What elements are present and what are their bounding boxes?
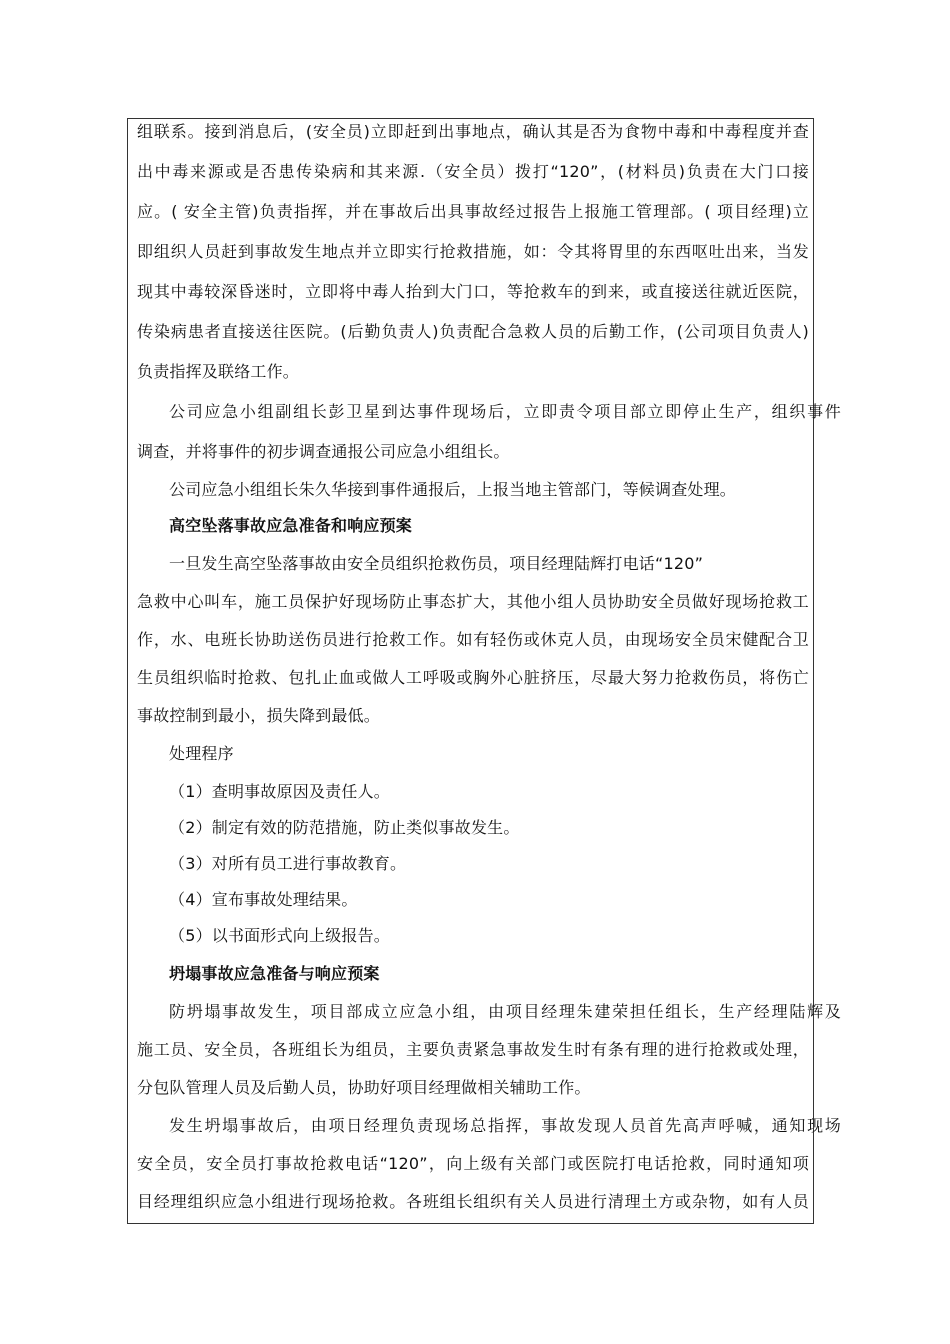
section-heading: 坍塌事故应急准备与响应预案 <box>169 964 380 983</box>
text-line: 即组织人员赶到事故发生地点并立即实行抢救措施，如：令其将胃里的东西呕吐出来，当发 <box>137 242 809 261</box>
text-line: 生员组织临时抢救、包扎止血或做人工呼吸或胸外心脏挤压，尽最大努力抢救伤员，将伤亡 <box>137 668 809 687</box>
text-line: 事故控制到最小，损失降到最低。 <box>137 706 381 725</box>
text-line: 作，水、电班长协助送伤员进行抢救工作。如有轻伤或休克人员，由现场安全员宋健配合卫 <box>137 630 809 649</box>
paragraph-start-line: 一旦发生高空坠落事故由安全员组织抢救伤员，项目经理陆辉打电话“120” <box>169 554 704 573</box>
list-item: （3）对所有员工进行事故教育。 <box>169 854 407 873</box>
text-line: 现其中毒较深昏迷时，立即将中毒人抬到大门口，等抢救车的到来，或直接送往就近医院， <box>137 282 809 301</box>
paragraph-start-line: 公司应急小组副组长彭卫星到达事件现场后，立即责令项目部立即停止生产，组织事件 <box>169 402 841 421</box>
list-item: （1）查明事故原因及责任人。 <box>169 782 390 801</box>
text-line: 负责指挥及联络工作。 <box>137 362 300 381</box>
section-heading: 高空坠落事故应急准备和响应预案 <box>169 516 413 535</box>
text-line: 组联系。接到消息后，(安全员)立即赶到出事地点，确认其是否为食物中毒和中毒程度并查 <box>137 122 809 141</box>
text-line: 调查，并将事件的初步调查通报公司应急小组组长。 <box>137 442 510 461</box>
list-item: （5）以书面形式向上级报告。 <box>169 926 390 945</box>
paragraph-start-line: 防坍塌事故发生，项目部成立应急小组，由项目经理朱建荣担任组长，生产经理陆辉及 <box>169 1002 841 1021</box>
text-line: 传染病患者直接送往医院。(后勤负责人)负责配合急救人员的后勤工作，(公司项目负责人) <box>137 322 809 341</box>
paragraph-start-line: 发生坍塌事故后，由项日经理负责现场总指挥，事故发现人员首先高声呼喊，通知现场 <box>169 1116 841 1135</box>
subheading: 处理程序 <box>169 744 234 763</box>
text-line: 出中毒来源或是否患传染病和其来源.（安全员）拨打“120”，(材料员)负责在大门口接 <box>137 162 809 181</box>
list-item: （2）制定有效的防范措施，防止类似事故发生。 <box>169 818 520 837</box>
text-line: 施工员、安全员，各班组长为组员，主要负责紧急事故发生时有条有理的进行抢救或处理， <box>137 1040 809 1059</box>
text-line: 应。( 安全主管)负责指挥，并在事故后出具事故经过报告上报施工管理部。( 项目经理)立 <box>137 202 809 221</box>
paragraph-start-line: 公司应急小组组长朱久华接到事件通报后，上报当地主管部门，等候调查处理。 <box>169 480 737 499</box>
text-line: 急救中心叫车，施工员保护好现场防止事态扩大，其他小组人员协助安全员做好现场抢救工 <box>137 592 809 611</box>
text-line: 分包队管理人员及后勤人员，协助好项目经理做相关辅助工作。 <box>137 1078 591 1097</box>
text-line: 安全员，安全员打事故抢救电话“120”，向上级有关部门或医院打电话抢救，同时通知项 <box>137 1154 809 1173</box>
text-line: 目经理组织应急小组进行现场抢救。各班组长组织有关人员进行清理土方或杂物，如有人员 <box>137 1192 809 1211</box>
list-item: （4）宣布事故处理结果。 <box>169 890 358 909</box>
